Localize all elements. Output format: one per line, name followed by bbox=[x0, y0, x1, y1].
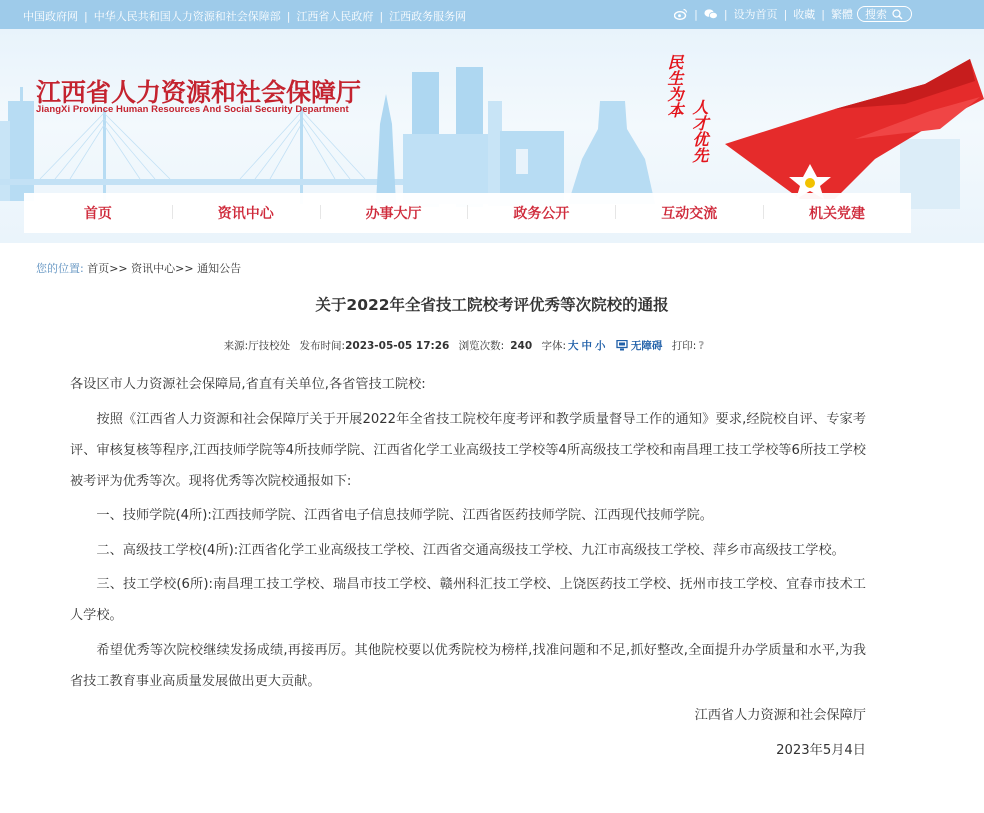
accessibility-link[interactable]: 无障碍 bbox=[630, 340, 663, 352]
breadcrumb-home[interactable]: 首页 bbox=[87, 262, 110, 275]
search-button[interactable] bbox=[857, 6, 912, 22]
article-title: 关于2022年全省技工院校考评优秀等次院校的通报 bbox=[315, 296, 669, 314]
nav-interaction[interactable]: 互动交流 bbox=[615, 203, 763, 223]
traditional-chinese-link[interactable]: 繁體 bbox=[831, 8, 853, 21]
salutation: 各设区市人力资源社会保障局,省直有关单位,各省管技工院校: bbox=[70, 377, 426, 392]
divider: | bbox=[723, 7, 728, 21]
source-value: 厅技校处 bbox=[248, 340, 291, 352]
font-size-small[interactable]: 小 bbox=[595, 340, 606, 352]
views-label: 浏览次数: bbox=[458, 340, 505, 352]
wechat-icon[interactable] bbox=[704, 7, 718, 21]
breadcrumb-notices[interactable]: 通知公告 bbox=[197, 262, 242, 275]
article-meta bbox=[0, 338, 934, 353]
breadcrumb-separator: >> bbox=[175, 262, 194, 275]
header-banner bbox=[0, 29, 984, 243]
signature-date: 2023年5月4日 bbox=[776, 742, 866, 758]
slogan-people: 民生为本 bbox=[665, 54, 684, 118]
red-flag-illustration bbox=[725, 59, 984, 199]
bookmark-link[interactable]: 收藏 bbox=[793, 8, 816, 21]
divider: | bbox=[821, 7, 825, 21]
divider: | bbox=[286, 9, 291, 23]
closing-paragraph: 希望优秀等次院校继续发扬成绩,再接再厉。其他院校要以优秀院校为榜样,找准问题和不足,抓好整改,全面提升办学质量和水平,为我省技工教育事业高质量发展做出更大贡献。 bbox=[70, 642, 866, 689]
font-size-medium[interactable]: 中 bbox=[581, 340, 593, 352]
link-jiangxi-gov[interactable]: 江西省人民政府 bbox=[296, 10, 374, 23]
nav-home[interactable]: 首页 bbox=[83, 206, 112, 222]
divider: | bbox=[694, 7, 698, 21]
print-label: 打印: bbox=[671, 340, 697, 352]
nav-party-building[interactable]: 机关党建 bbox=[763, 203, 911, 223]
divider: | bbox=[379, 9, 384, 23]
divider: | bbox=[84, 9, 88, 23]
breadcrumb-separator: >> bbox=[109, 262, 128, 275]
top-tools bbox=[674, 6, 912, 22]
article-body bbox=[70, 369, 866, 769]
link-gov-cn[interactable]: 中国政府网 bbox=[23, 10, 78, 23]
signature: 江西省人力资源和社会保障厅 bbox=[694, 708, 866, 723]
top-links bbox=[23, 8, 466, 24]
font-label: 字体: bbox=[541, 340, 567, 352]
main-nav bbox=[24, 193, 911, 233]
search-label: 搜索 bbox=[865, 8, 887, 21]
body-paragraph: 按照《江西省人力资源和社会保障厅关于开展2022年全省技工院校年度考评和教学质量督导工作的通知》要求,经院校自评、专家考评、审核复核等程序,江西技师学院等4所技师学院、江西省化学工业高级技工学校等4所高级技工学校和南昌理工技工学校等6所技工学校被考评为优秀等次。现将优秀等次院校通报如下: bbox=[70, 411, 866, 489]
publish-date: 2023-05-05 17:26 bbox=[345, 340, 450, 352]
breadcrumb-label: 您的位置: bbox=[36, 262, 84, 275]
site-logo-title[interactable]: 江西省人力资源和社会保障厅 bbox=[36, 78, 362, 107]
set-homepage-link[interactable]: 设为首页 bbox=[733, 8, 778, 21]
source-label: 来源: bbox=[223, 340, 249, 352]
nav-news-center[interactable]: 资讯中心 bbox=[172, 203, 320, 223]
print-icon[interactable]: ? bbox=[698, 340, 705, 352]
nav-service-hall[interactable]: 办事大厅 bbox=[320, 203, 468, 223]
link-mohrss[interactable]: 中华人民共和国人力资源和社会保障部 bbox=[93, 10, 281, 23]
date-label: 发布时间: bbox=[299, 340, 346, 352]
site-logo-subtitle: JiangXi Province Human Resources And Social Security Department bbox=[36, 104, 349, 115]
breadcrumb bbox=[36, 260, 241, 276]
font-size-large[interactable]: 大 bbox=[568, 340, 579, 352]
accessibility-icon[interactable] bbox=[615, 339, 629, 353]
view-count: 240 bbox=[510, 340, 533, 352]
search-icon bbox=[890, 7, 904, 21]
list-item-technical-schools: 三、技工学校(6所):南昌理工技工学校、瑞昌市技工学校、赣州科汇技工学校、上饶医药技工学校、抚州市技工学校、宜春市技术工人学校。 bbox=[70, 577, 866, 623]
link-jiangxi-services[interactable]: 江西政务服务网 bbox=[389, 10, 467, 23]
top-bar bbox=[0, 0, 984, 29]
list-item-technician-colleges: 一、技师学院(4所):江西技师学院、江西省电子信息技师学院、江西省医药技师学院、江西现代技师学院。 bbox=[96, 508, 713, 523]
weibo-icon[interactable] bbox=[674, 7, 688, 21]
slogan-talent: 人才优先 bbox=[690, 99, 709, 163]
breadcrumb-news-center[interactable]: 资讯中心 bbox=[131, 262, 176, 275]
divider: | bbox=[783, 7, 788, 21]
nav-government-affairs[interactable]: 政务公开 bbox=[467, 203, 615, 223]
list-item-senior-technical-schools: 二、高级技工学校(4所):江西省化学工业高级技工学校、江西省交通高级技工学校、九江市高级技工学校、萍乡市高级技工学校。 bbox=[96, 542, 845, 558]
